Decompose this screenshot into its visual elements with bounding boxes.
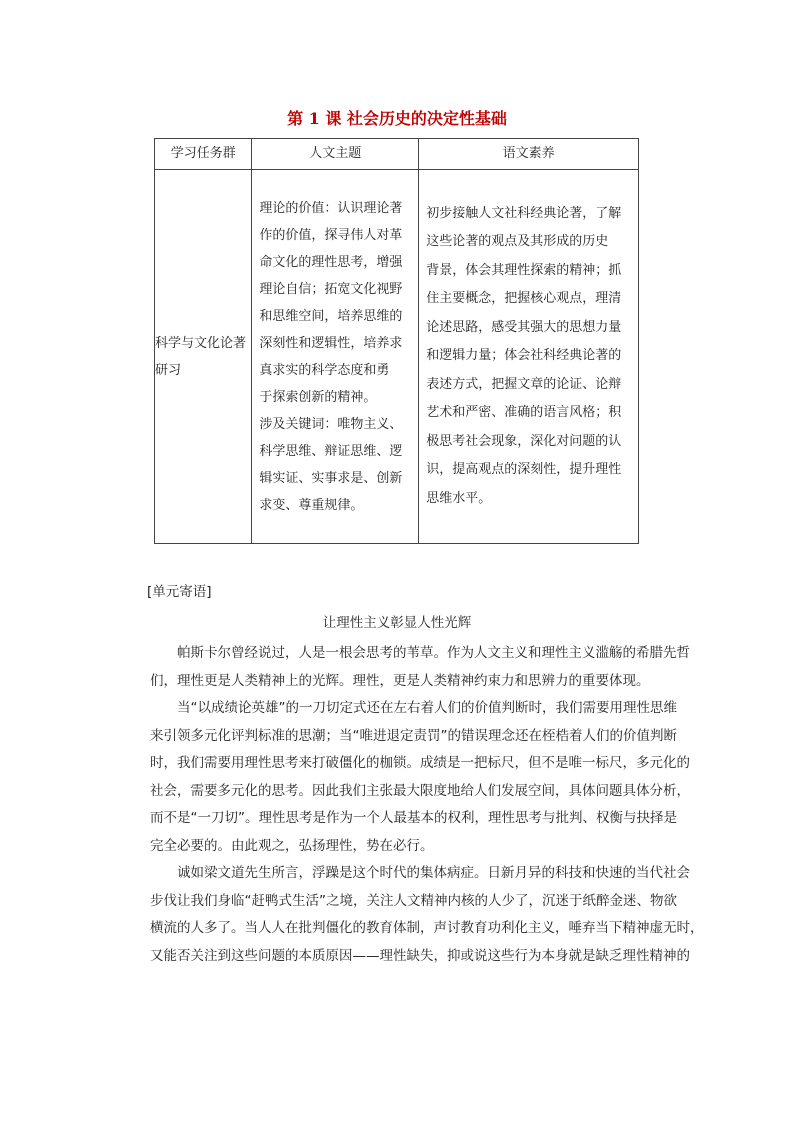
literacy-line: 艺术和严密、准确的语言风格；积 — [426, 405, 622, 421]
theme-cell — [252, 170, 419, 544]
essay-paragraph — [150, 695, 690, 860]
literacy-line: 初步接触人文社科经典论著，了解 — [426, 205, 622, 221]
paragraph-line: 诚如梁文道先生所言，浮躁是这个时代的集体病症。日新月异的科技和快速的当代社会 — [177, 865, 690, 881]
theme-line: 命文化的理性思考，增强 — [259, 254, 403, 270]
theme-line: 和思维空间，培养思维的 — [259, 308, 403, 324]
theme-line: 求变、尊重规律。 — [259, 497, 364, 513]
theme-line: 辑实证、实事求是、创新 — [259, 470, 403, 486]
literacy-line: 这些论著的观点及其形成的历史 — [426, 234, 609, 250]
paragraph-line: 来引领多元化评判标准的思潮；当“唯进退定责罚”的错误理念还在桎梏着人们的价值判断 — [150, 727, 677, 744]
literacy-line: 和逻辑力量；体会社科经典论著的 — [426, 348, 622, 364]
theme-line: 作的价值，探寻伟人对革 — [259, 227, 403, 243]
paragraph-line: 社会，需要多元化的思考。因此我们主张最大限度地给人们发展空间，具体问题具体分析， — [150, 782, 690, 799]
theme-line: 理论自信；拓宽文化视野 — [259, 281, 403, 297]
literacy-cell — [419, 170, 639, 544]
literacy-line: 住主要概念，把握核心观点，理清 — [426, 291, 622, 307]
paragraph-line: 步伐让我们身临“赶鸭式生活”之境，关注人文精神内核的人少了，沉迷于纸醉金迷、物欲 — [150, 892, 677, 909]
essay-paragraph — [150, 860, 704, 970]
lesson-title: 第 1 课 社会历史的决定性基础 — [287, 109, 507, 128]
header-task-group: 学习任务群 — [155, 139, 252, 170]
theme-line: 真求实的科学态度和勇 — [259, 362, 390, 378]
theme-line: 涉及关键词：唯物主义、 — [259, 416, 403, 432]
paragraph-line: 完全必要的。由此观之，弘扬理性，势在必行。 — [150, 837, 434, 854]
header-literacy: 语文素养 — [419, 139, 639, 170]
paragraph-line: 帕斯卡尔曾经说过，人是一根会思考的苇草。作为人文主义和理性主义滥觞的希腊先哲 — [177, 645, 690, 661]
paragraph-line: 横流的人多了。当人人在批判僵化的教育体制，声讨教育功利化主义，唾弃当下精神虚无时， — [150, 920, 704, 936]
paragraph-line: 时，我们需要用理性思考来打破僵化的枷锁。成绩是一把标尺，但不是唯一标尺，多元化的 — [150, 755, 690, 771]
table-header-row — [155, 139, 639, 170]
essay-paragraph — [150, 640, 690, 695]
paragraph-line: 当“以成绩论英雄”的一刀切定式还在左右着人们的价值判断时，我们需要用理性思维 — [177, 700, 677, 716]
paragraph-line: 而不是“一刀切”。理性思考是作为一个人最基本的权利，理性思考与批判、权衡与抉择是 — [150, 810, 677, 826]
header-theme: 人文主题 — [252, 139, 419, 170]
table-row — [155, 170, 639, 544]
essay-subtitle: 让理性主义彰显人性光辉 — [322, 615, 472, 631]
task-group-cell: 科学与文化论著研习 — [155, 170, 252, 544]
theme-line: 理论的价值：认识理论著 — [259, 200, 403, 216]
literacy-line: 论述思路，感受其强大的思想力量 — [426, 319, 622, 335]
theme-text — [252, 192, 418, 522]
theme-line: 于探索创新的精神。 — [259, 389, 377, 405]
paragraph-line: 们，理性更是人类精神上的光辉。理性，更是人类精神约束力和思辨力的重要体现。 — [150, 672, 650, 689]
literacy-line: 极思考社会现象，深化对问题的认 — [426, 433, 622, 449]
literacy-line: 识，提高观点的深刻性，提升理性 — [426, 462, 622, 478]
unit-message-label: [单元寄语] — [147, 584, 212, 600]
theme-line: 科学思维、辩证思维、逻 — [259, 443, 403, 459]
literacy-line: 背景，体会其理性探索的精神；抓 — [426, 262, 622, 278]
literacy-line: 思维水平。 — [426, 490, 492, 506]
literacy-text — [419, 197, 638, 517]
theme-line: 深刻性和逻辑性，培养求 — [259, 335, 403, 351]
paragraph-line: 又能否关注到这些问题的本质原因——理性缺失，抑或说这些行为本身就是缺乏理性精神的 — [150, 947, 690, 964]
literacy-line: 表述方式，把握文章的论证、论辩 — [426, 376, 622, 392]
course-info-table — [154, 138, 639, 544]
essay-body — [150, 640, 704, 970]
